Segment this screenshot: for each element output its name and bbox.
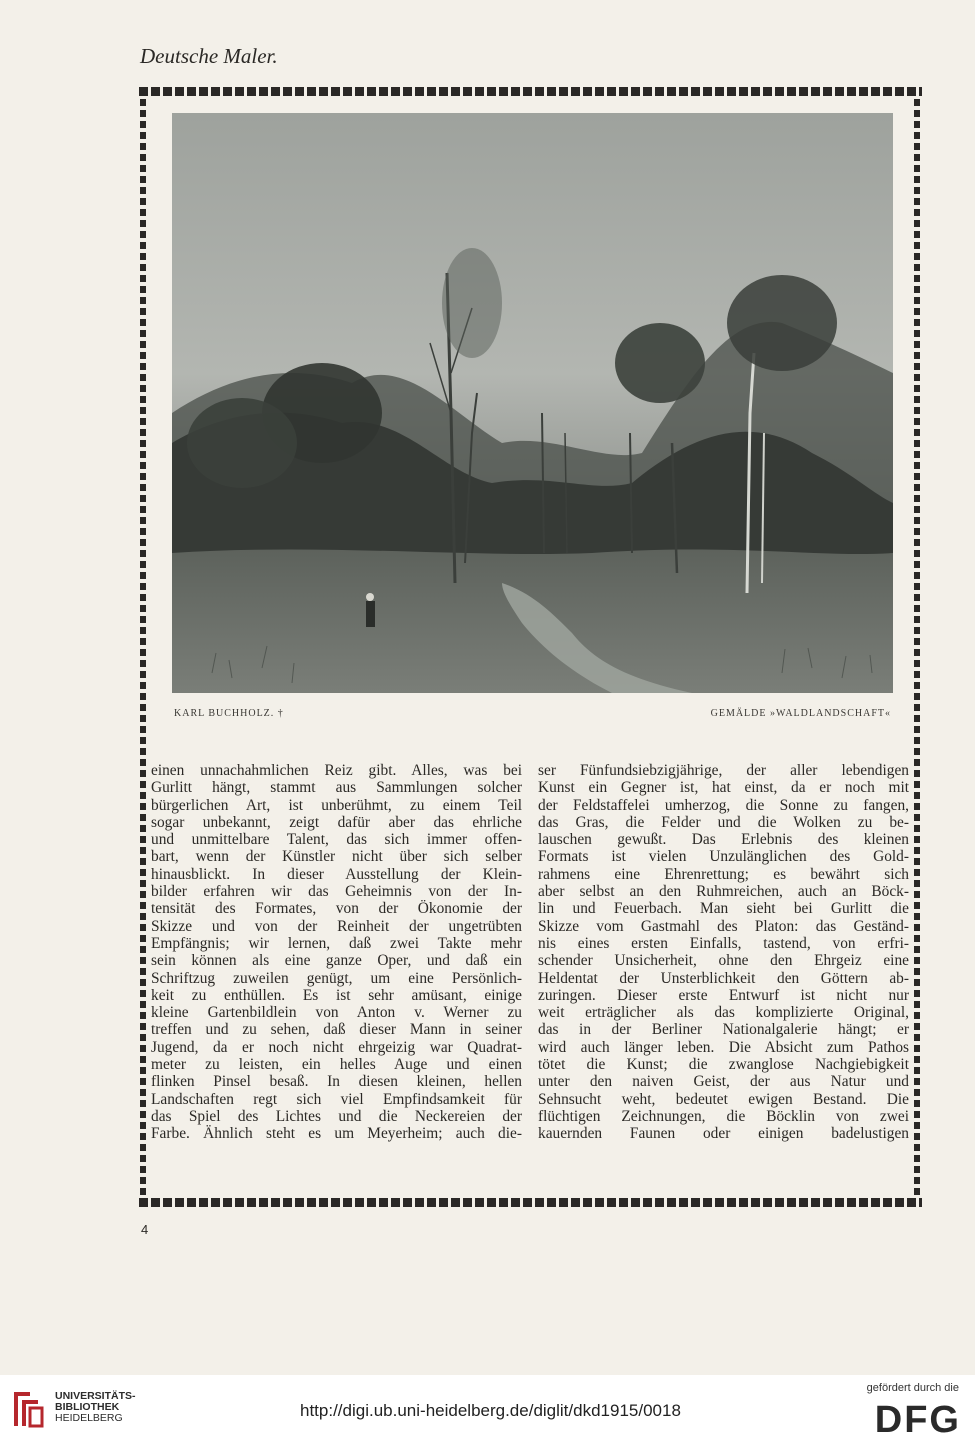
text-line xyxy=(538,797,909,814)
text-line xyxy=(538,779,909,796)
ornamental-border-bottom xyxy=(139,1198,922,1207)
text-line-content: bilder erfahren wir das Geheimnis von der In- xyxy=(151,883,522,901)
text-line xyxy=(151,1073,522,1090)
text-line-content: sein können als eine ganze Oper, und daß ein xyxy=(151,952,522,970)
text-line xyxy=(151,1004,522,1021)
text-line-content: Sehnsucht weht, bedeutet ewigen Bestand. Die xyxy=(538,1090,909,1108)
text-line-content: kauernden Faunen oder einigen badelustigen xyxy=(538,1125,909,1143)
text-line-content: Formats ist vielen Unzulänglichen des Gold- xyxy=(538,848,909,866)
text-line xyxy=(151,779,522,796)
text-line-content: tötet die Kunst; die zwanglose Nachgiebigkeit xyxy=(538,1056,909,1074)
text-line-content: Empfängnis; wir lernen, daß zwei Takte mehr xyxy=(151,934,522,952)
text-line xyxy=(151,762,522,779)
text-line-content: Skizze vom Gastmahl des Platon: das Geständ- xyxy=(538,917,909,935)
text-line xyxy=(538,987,909,1004)
text-line xyxy=(151,1056,522,1073)
text-line xyxy=(538,762,909,779)
text-line-content: aber selbst an den Ruhmreichen, auch an Böck- xyxy=(538,883,909,901)
library-name xyxy=(55,1391,136,1424)
ornamental-border-right xyxy=(914,99,920,1195)
footer-bar xyxy=(0,1375,975,1445)
text-line-content: meter zu leisten, ein helles Auge und einen xyxy=(151,1056,522,1074)
text-line xyxy=(151,1108,522,1125)
text-line-content: Farbe. Ähnlich steht es um Meyerheim; auch die- xyxy=(151,1125,522,1143)
text-line-content: schender Unsicherheit, ohne den Ehrgeiz eine xyxy=(538,952,909,970)
text-line-content: Kunst ein Gegner ist, hat einst, da er noch mit xyxy=(538,779,909,797)
ornamental-border-top xyxy=(139,87,922,96)
text-line-content: flinken Pinsel besaß. In diesen kleinen, hellen xyxy=(151,1073,522,1091)
text-line xyxy=(151,970,522,987)
text-line-content: keit zu enthüllen. Es ist sehr amüsant, einige xyxy=(151,986,522,1004)
text-line-content: und unmittelbare Talent, das sich immer offen- xyxy=(151,831,522,849)
text-line xyxy=(151,797,522,814)
funding-note: gefördert durch die xyxy=(866,1382,959,1394)
text-line xyxy=(151,883,522,900)
text-line xyxy=(538,900,909,917)
text-line-content: treffen und zu sehen, daß dieser Mann in seiner xyxy=(151,1021,522,1039)
library-name-line1: UNIVERSITÄTS- xyxy=(55,1390,136,1402)
text-line-content: lauschen gewußt. Das Erlebnis des kleinen xyxy=(538,831,909,849)
text-line xyxy=(538,1125,909,1142)
text-line-content: ser Fünfundsiebzigjährige, der aller lebendigen xyxy=(538,762,909,779)
text-line-content: Gurlitt hängt, stammt aus Sammlungen solcher xyxy=(151,779,522,797)
page-number: 4 xyxy=(141,1222,149,1237)
forest-painting-illustration xyxy=(172,113,893,693)
text-line-content: sogar unbekannt, zeigt dafür aber das ehrliche xyxy=(151,813,522,831)
text-column-left xyxy=(151,762,522,1143)
text-line-content: flüchtigen Zeichnungen, die Böcklin von zwei xyxy=(538,1107,909,1125)
text-line xyxy=(151,1091,522,1108)
library-name-line3: HEIDELBERG xyxy=(55,1412,123,1424)
library-logo-icon xyxy=(10,1388,46,1430)
text-line xyxy=(538,848,909,865)
text-line-content: hinausblickt. In dieser Ausstellung der Klein- xyxy=(151,865,522,883)
figure-caption-title: GEMÄLDE »WALDLANDSCHAFT« xyxy=(710,708,891,719)
text-column-right xyxy=(538,762,909,1143)
text-line-content: zuringen. Dieser erste Entwurf ist nicht nur xyxy=(538,986,909,1004)
text-line-content: bart, wenn der Künstler nicht über sich selber xyxy=(151,848,522,866)
text-line xyxy=(151,918,522,935)
text-line xyxy=(538,866,909,883)
text-line xyxy=(151,1021,522,1038)
text-line-content: Heldentat der Unsterblichkeit den Göttern ab- xyxy=(538,969,909,987)
running-title: Deutsche Maler. xyxy=(140,44,278,68)
source-url-link[interactable]: http://digi.ub.uni-heidelberg.de/diglit/dkd1915/0018 xyxy=(300,1401,681,1420)
text-line xyxy=(151,900,522,917)
text-line xyxy=(538,1004,909,1021)
text-line xyxy=(151,814,522,831)
text-line-content: Jugend, da er noch nicht ehrgeizig war Quadrat- xyxy=(151,1038,522,1056)
text-line-content: Landschaften regt sich viel Empfindsamkeit für xyxy=(151,1090,522,1108)
text-line xyxy=(151,935,522,952)
text-line xyxy=(538,1021,909,1038)
figure-caption-artist: KARL BUCHHOLZ. † xyxy=(174,708,284,719)
text-line xyxy=(538,1073,909,1090)
text-line-content: Schriftzug zuweilen genügt, um eine Persönlich- xyxy=(151,969,522,987)
text-line xyxy=(538,831,909,848)
text-line-content: bürgerlichen Art, ist unberühmt, zu einem Teil xyxy=(151,796,522,814)
text-line xyxy=(538,952,909,969)
text-line-content: das Spiel des Lichtes und die Neckereien der xyxy=(151,1107,522,1125)
text-line xyxy=(538,814,909,831)
dfg-logo: DFG xyxy=(874,1399,961,1441)
painting-forest-landscape xyxy=(172,113,893,693)
text-line xyxy=(151,1125,522,1142)
text-line xyxy=(151,1039,522,1056)
text-line xyxy=(538,1108,909,1125)
text-line-content: nis eines ersten Einfalls, tastend, von erfri- xyxy=(538,934,909,952)
text-line-content: lin und Feuerbach. Man sieht bei Gurlitt die xyxy=(538,900,909,918)
text-line xyxy=(538,970,909,987)
text-line xyxy=(538,1091,909,1108)
text-line xyxy=(538,935,909,952)
text-line-content: unter den naiven Geist, der aus Natur und xyxy=(538,1073,909,1091)
text-line xyxy=(538,918,909,935)
text-line-content: weit erträglicher als das komplizierte Original, xyxy=(538,1004,909,1022)
text-line xyxy=(538,1056,909,1073)
text-line xyxy=(151,848,522,865)
text-line-content: kleine Gartenbildlein von Anton v. Werner zu xyxy=(151,1004,522,1022)
text-line-content: Skizze und von der Reinheit der ungetrübten xyxy=(151,917,522,935)
text-line-content: einen unnachahmlichen Reiz gibt. Alles, was bei xyxy=(151,762,522,779)
library-name-line2: BIBLIOTHEK xyxy=(55,1401,120,1413)
text-line-content: das in der Berliner Nationalgalerie hängt; er xyxy=(538,1021,909,1039)
text-line-content: tensität des Formates, von der Ökonomie der xyxy=(151,900,522,918)
text-line-content: rahmens eine Ehrenrettung; es bewährt sich xyxy=(538,865,909,883)
text-line-content: der Feldstaffelei umherzog, die Sonne zu fangen, xyxy=(538,796,909,814)
text-line xyxy=(538,1039,909,1056)
text-line-content: das Gras, die Felder und die Wolken zu be- xyxy=(538,813,909,831)
text-line xyxy=(151,952,522,969)
text-line xyxy=(151,987,522,1004)
text-line xyxy=(538,883,909,900)
text-line xyxy=(151,866,522,883)
text-line-content: wird auch länger leben. Die Absicht zum Pathos xyxy=(538,1038,909,1056)
text-line xyxy=(151,831,522,848)
ornamental-border-left xyxy=(140,99,146,1195)
